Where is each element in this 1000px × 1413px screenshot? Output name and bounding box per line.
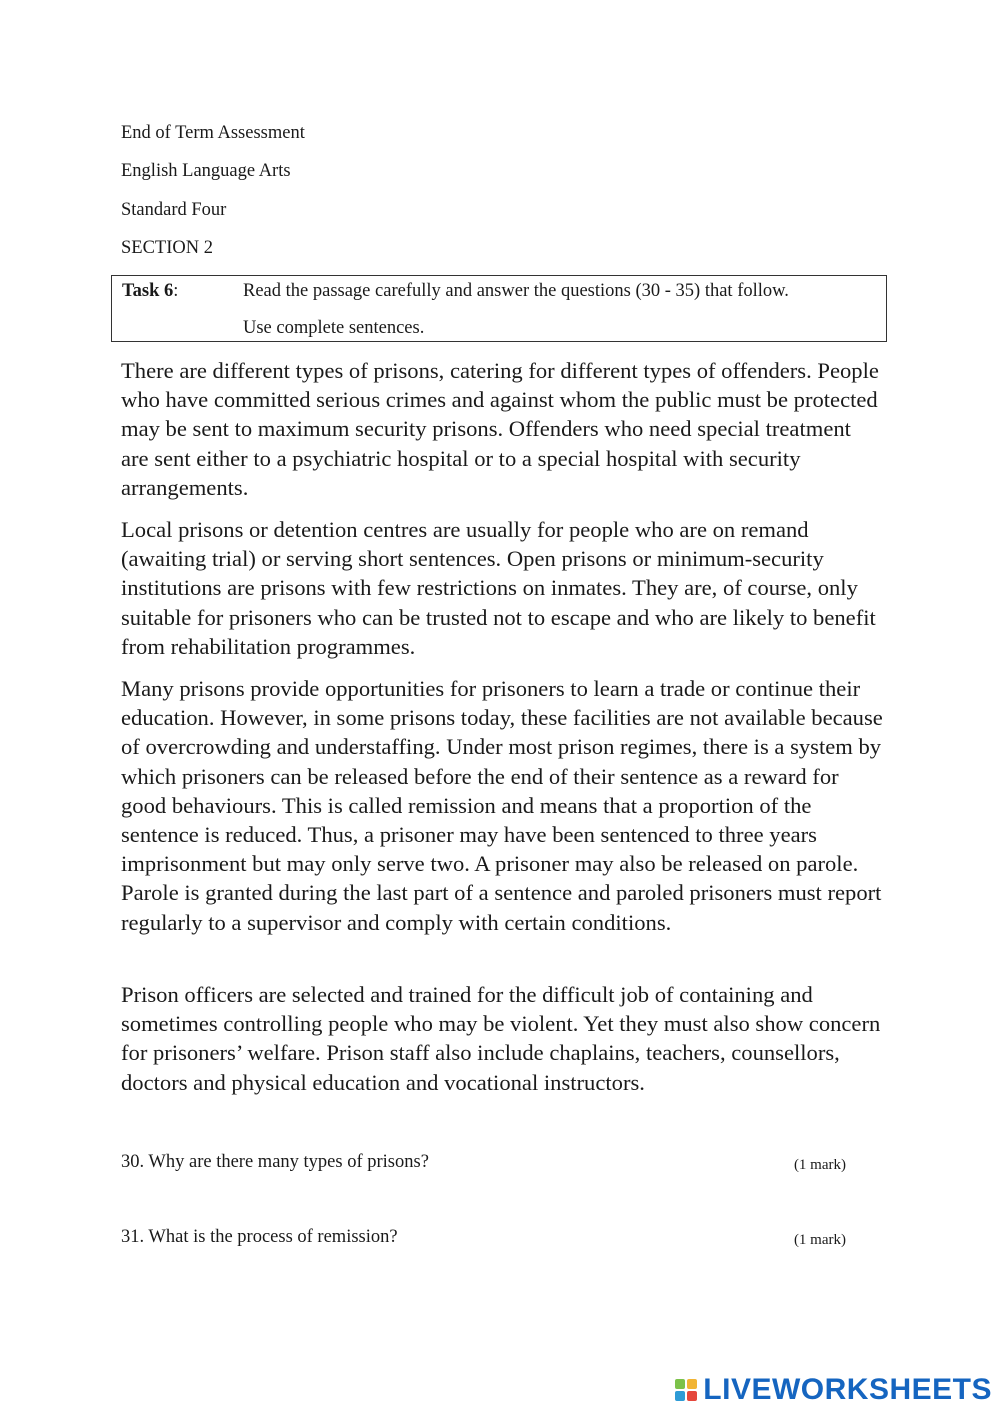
question-30-mark: (1 mark): [793, 1157, 846, 1173]
passage-paragraph-2: Local prisons or detention centres are usually for people who are on remand (awaiting trial) or serving short sentences. Open prisons or minimum-security institutions are prisons with few restrictions on inmates. They are, of course, only suitable for prisoners who can be trusted not to escape and who are likely to benefit from rehabilitation programmes.: [121, 517, 876, 659]
question-31-text: 31. What is the process of remission?: [121, 1227, 398, 1247]
question-31: [121, 1226, 846, 1248]
header-subject: English Language Arts: [121, 161, 291, 181]
question-30: [121, 1151, 846, 1173]
header-section: SECTION 2: [121, 238, 213, 258]
passage-paragraph-3: Many prisons provide opportunities for prisoners to learn a trade or continue their education. However, in some prisons today, these facilities are not available because of overcrowding and understaffing. Under most prison regimes, there is a system by which prisoners can be released before the end of their sentence as a reward for good behaviours. This is called remission and means that a proportion of the sentence is reduced. Thus, a prisoner may have been sentenced to three years imprisonment but may only serve two. A prisoner may also be released on parole. Parole is granted during the last part of a sentence and paroled prisoners must report regularly to a supervisor and comply with certain conditions.: [121, 676, 883, 935]
task-label: [122, 280, 178, 302]
passage-paragraph-4: Prison officers are selected and trained for the difficult job of containing and sometimes controlling people who may be violent. Yet they must also show concern for prisoners’ welfare. Prison staff also include chaplains, teachers, counsellors, doctors and physical education and vocational instructors.: [121, 982, 881, 1095]
task-instruction-line-1: Read the passage carefully and answer the questions (30 - 35) that follow.: [243, 281, 789, 301]
task-instruction-line-2: Use complete sentences.: [243, 318, 425, 338]
liveworksheets-logo-text: LIVEWORKSHEETS: [703, 1373, 992, 1406]
liveworksheets-logo: [675, 1375, 992, 1405]
question-30-text: 30. Why are there many types of prisons?: [121, 1152, 429, 1172]
passage-paragraph-1: There are different types of prisons, catering for different types of offenders. People who have committed serious crimes and against whom the public must be protected may be sent to maximum security prisons. Offenders who need special treatment are sent either to a psychiatric hospital or to a special hospital with security arrangements.: [121, 358, 879, 500]
header-grade: Standard Four: [121, 200, 227, 220]
task-instruction-box: [111, 275, 887, 342]
question-31-mark: (1 mark): [793, 1232, 846, 1248]
task-label-bold: Task 6: [122, 281, 174, 301]
liveworksheets-logo-icon: [675, 1379, 697, 1401]
header-assessment-title: End of Term Assessment: [121, 123, 305, 143]
task-label-colon: :: [173, 281, 179, 301]
